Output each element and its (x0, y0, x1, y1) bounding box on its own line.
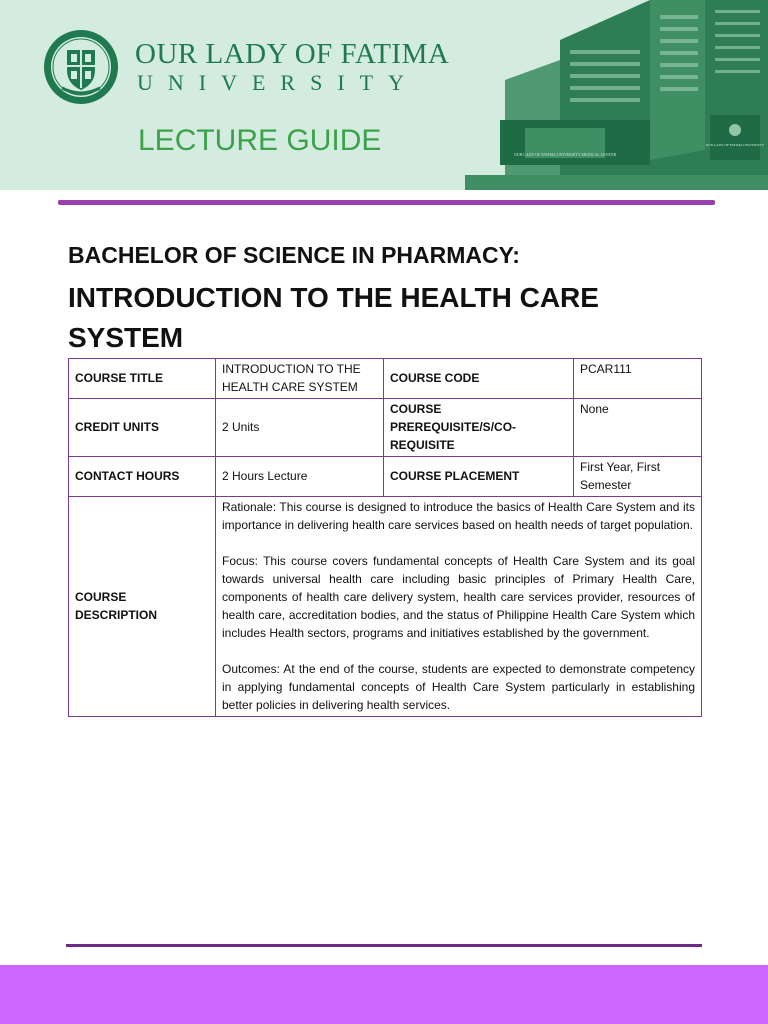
program-title: BACHELOR OF SCIENCE IN PHARMACY: (68, 242, 520, 268)
table-row (69, 457, 702, 497)
table-row (69, 359, 702, 399)
footer-band (0, 965, 768, 1024)
course-placement-value: First Year, First Semester (574, 457, 702, 497)
course-title-value: INTRODUCTION TO THE HEALTH CARE SYSTEM (216, 359, 384, 399)
bottom-divider (66, 944, 702, 947)
table-row (69, 399, 702, 457)
university-name-line2: UNIVERSITY (137, 70, 419, 95)
contact-hours-value: 2 Hours Lecture (216, 457, 384, 497)
course-title-label: COURSE TITLE (69, 359, 216, 399)
building-sign-left: OUR LADY OF FATIMA UNIVERSITY MEDICAL CENTER (513, 152, 617, 157)
credit-units-label: CREDIT UNITS (69, 399, 216, 457)
header-banner (0, 0, 768, 190)
university-name-line1: OUR LADY OF FATIMA (135, 38, 450, 70)
table-row (69, 497, 702, 717)
prerequisite-label: COURSE PREREQUISITE/S/CO-REQUISITE (384, 399, 574, 457)
university-seal-icon (42, 28, 120, 106)
credit-units-value: 2 Units (216, 399, 384, 457)
description-outcomes: Outcomes: At the end of the course, students are expected to demonstrate competency in applying fundamental concepts of Health Care System particularly in establishing better policies in delivering health services. (222, 662, 695, 712)
building-photo (465, 0, 768, 190)
document-type-title: LECTURE GUIDE (138, 124, 382, 157)
course-placement-label: COURSE PLACEMENT (384, 457, 574, 497)
building-sign-right: OUR LADY OF FATIMA UNIVERSITY (705, 143, 765, 147)
course-info-table (68, 358, 702, 717)
contact-hours-label: CONTACT HOURS (69, 457, 216, 497)
prerequisite-value: None (574, 399, 702, 457)
course-code-label: COURSE CODE (384, 359, 574, 399)
description-focus: Focus: This course covers fundamental concepts of Health Care System and its goal towards universal health care including basic principles of Primary Health Care, components of health care delivery system, health care services provider, resources of health care, accreditation bodies, and the status of Philippine Health Care System which includes Health sectors, programs and initiatives established by the government. (222, 554, 695, 640)
course-description-value (216, 497, 702, 717)
top-divider (58, 200, 715, 205)
course-description-label: COURSE DESCRIPTION (69, 497, 216, 717)
course-code-value: PCAR111 (574, 359, 702, 399)
description-rationale: Rationale: This course is designed to introduce the basics of Health Care System and its importance in delivering health care services based on health needs of target population. (222, 500, 695, 532)
course-title-heading: INTRODUCTION TO THE HEALTH CARE SYSTEM (68, 282, 599, 353)
